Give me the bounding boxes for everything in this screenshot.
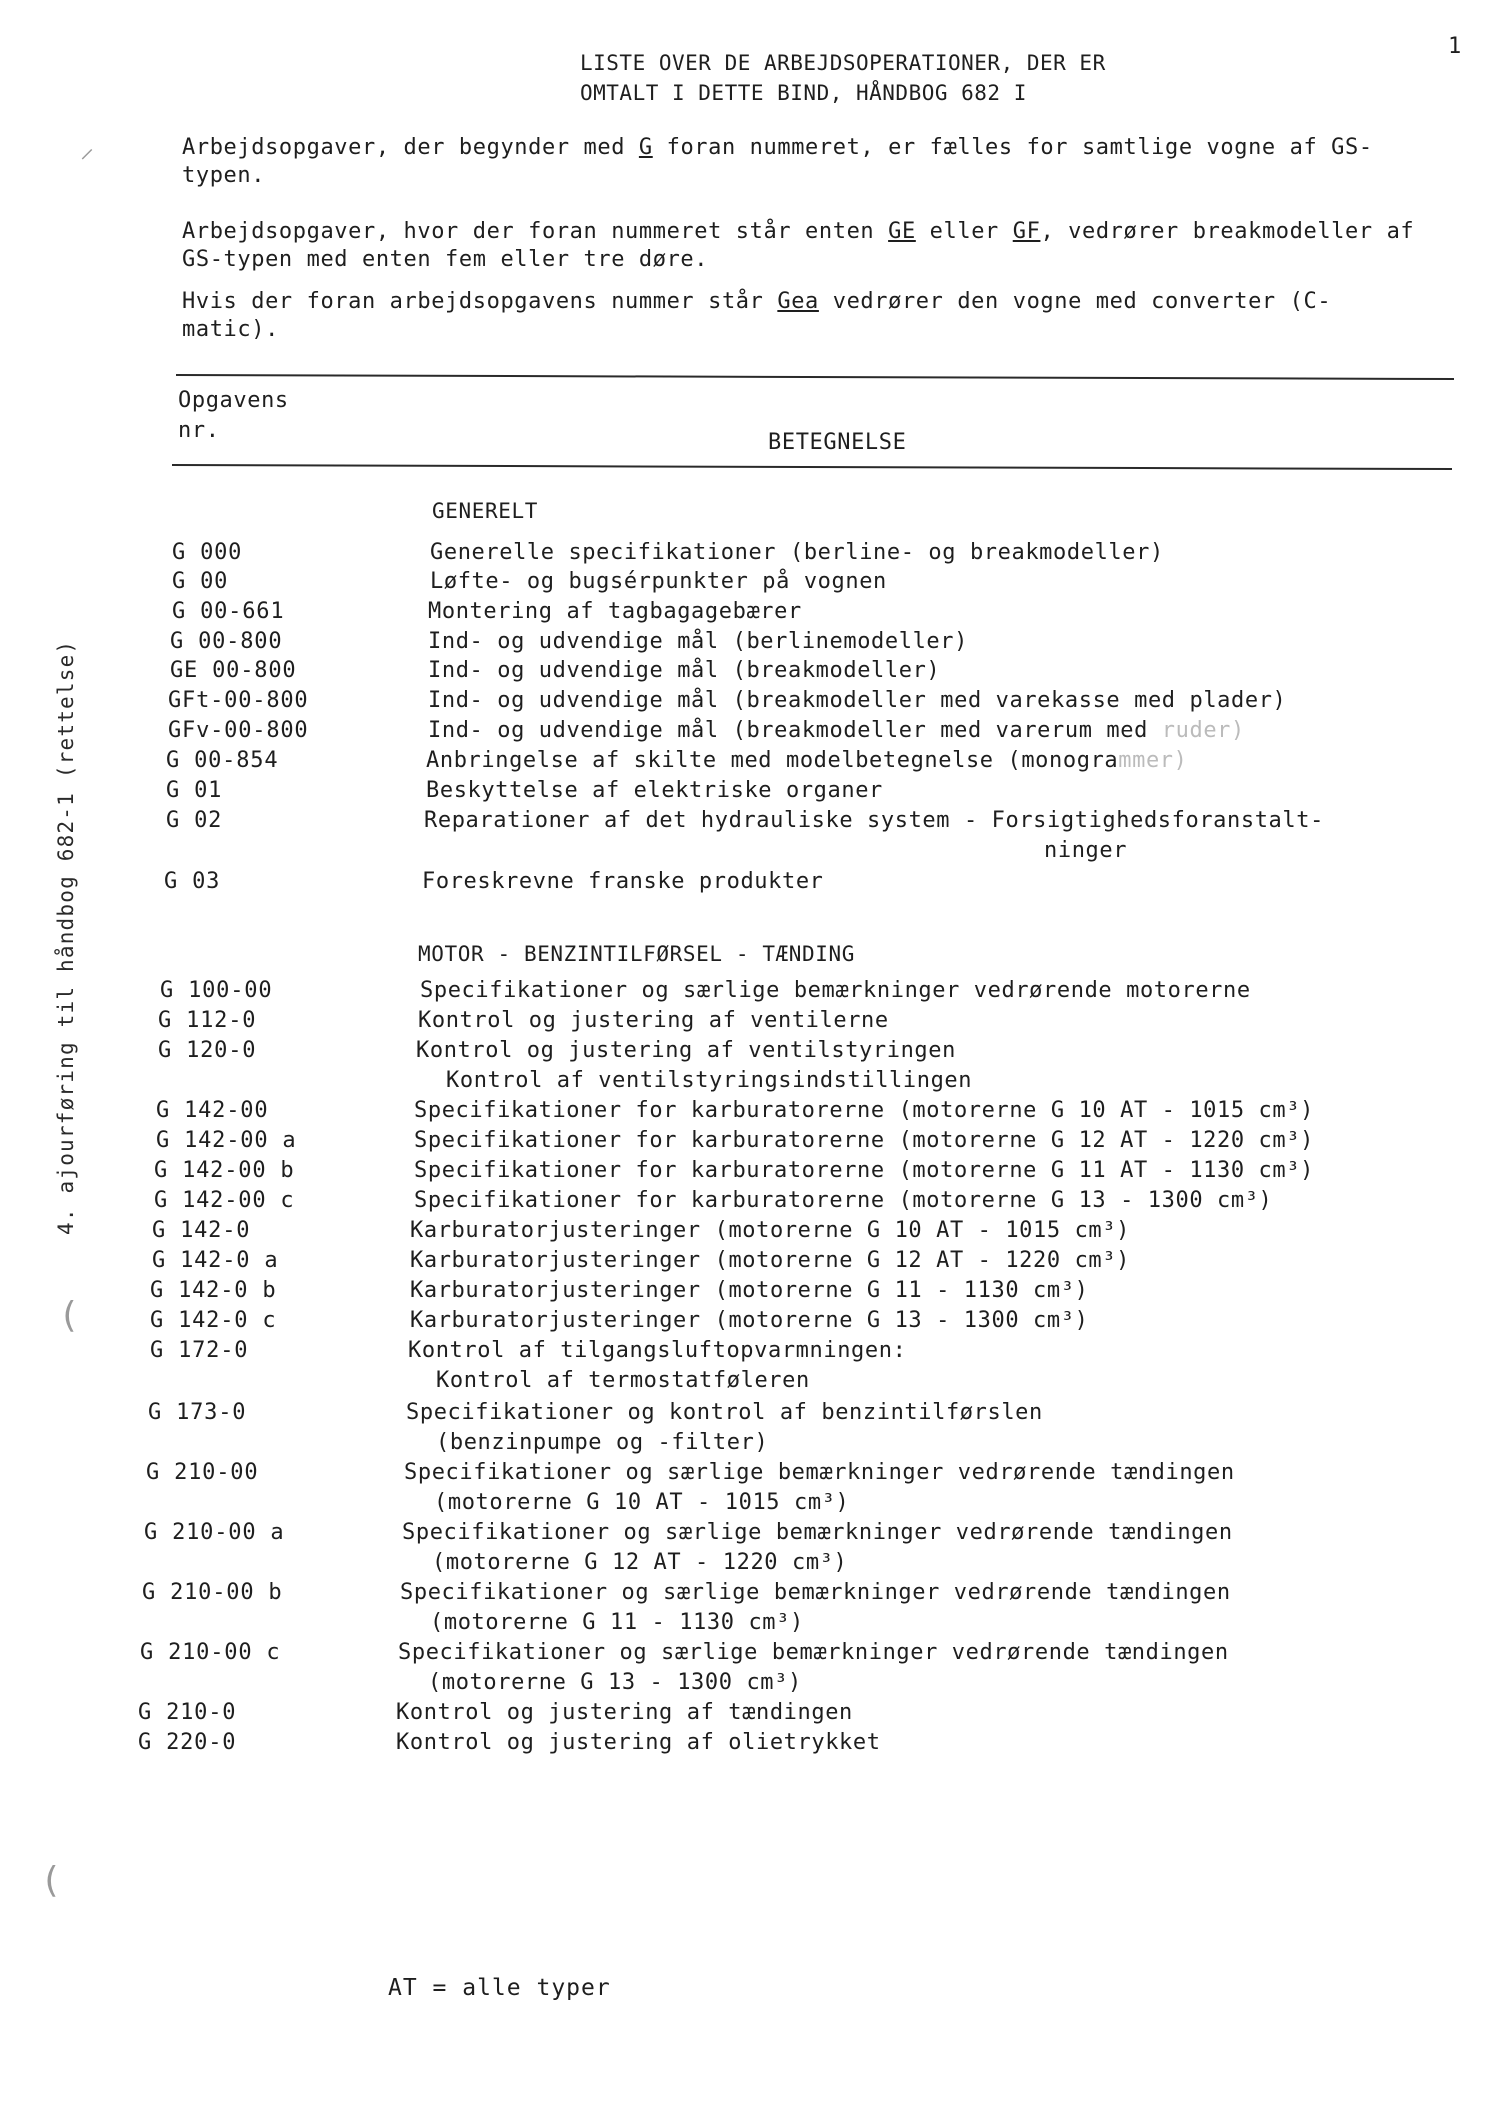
task-description-text: Kontrol af tilgangsluftopvarmningen: xyxy=(408,1338,907,1363)
task-code: G 142-00 b xyxy=(154,1158,295,1183)
intro-paragraph-2 xyxy=(182,218,1422,274)
task-code: G 142-0 b xyxy=(150,1278,277,1303)
task-description xyxy=(428,629,968,654)
task-description-text: Kontrol og justering af ventilerne xyxy=(418,1008,889,1033)
task-description xyxy=(422,869,824,894)
task-description-text: Ind- og udvendige mål (breakmodeller med varekasse med plader) xyxy=(428,688,1287,713)
task-description xyxy=(428,599,802,624)
margin-mark: ⸍ xyxy=(80,143,95,176)
task-description-text: Specifikationer og særlige bemærkninger vedrørende tændingen xyxy=(402,1520,1233,1545)
intro-text: Arbejdsopgaver, der begynder med xyxy=(182,135,639,160)
punch-hole-mark: ( xyxy=(58,1295,80,1336)
task-description-text: Specifikationer og særlige bemærkninger vedrørende tændingen xyxy=(400,1580,1231,1605)
task-code: G 173-0 xyxy=(148,1400,247,1425)
task-description-continuation: Kontrol af ventilstyringsindstillingen xyxy=(446,1068,973,1093)
task-code: G 142-00 c xyxy=(154,1188,295,1213)
task-description-text: Specifikationer for karburatorerne (motorerne G 11 AT - 1130 cm³) xyxy=(414,1158,1314,1183)
task-description-continuation: (motorerne G 10 AT - 1015 cm³) xyxy=(434,1490,850,1515)
code-prefix: GF xyxy=(1012,219,1041,244)
task-description xyxy=(428,658,940,683)
task-description xyxy=(406,1400,1043,1425)
task-description-text: Specifikationer og særlige bemærkninger vedrørende motorerne xyxy=(420,978,1251,1003)
task-description-text: Ind- og udvendige mål (breakmodeller med varerum med xyxy=(428,718,1148,743)
task-description-text: Specifikationer for karburatorerne (motorerne G 12 AT - 1220 cm³) xyxy=(414,1128,1314,1153)
task-description-faded-text: ruder) xyxy=(1147,718,1245,743)
code-prefix: G xyxy=(638,135,653,160)
task-code: G 02 xyxy=(166,808,223,833)
task-description-text: Karburatorjusteringer (motorerne G 11 - 1130 cm³) xyxy=(410,1278,1089,1303)
task-description xyxy=(430,569,887,594)
task-description-text: Specifikationer for karburatorerne (motorerne G 13 - 1300 cm³) xyxy=(414,1188,1273,1213)
task-code: G 00-854 xyxy=(166,748,279,773)
task-description-text: Specifikationer og særlige bemærkninger vedrørende tændingen xyxy=(404,1460,1235,1485)
document-title xyxy=(580,48,1106,108)
task-code: G 220-0 xyxy=(138,1730,237,1755)
code-prefix: Gea xyxy=(777,289,819,314)
task-code: GFt-00-800 xyxy=(168,688,309,713)
task-code: G 142-0 xyxy=(152,1218,251,1243)
column-header-description: BETEGNELSE xyxy=(768,430,907,455)
task-description xyxy=(426,778,883,803)
header-rule-top xyxy=(176,374,1454,380)
task-description xyxy=(428,718,1245,743)
task-description xyxy=(428,688,1286,713)
footnote: AT = alle typer xyxy=(388,1975,611,2001)
column-header-line: Opgavens xyxy=(178,388,289,413)
task-description xyxy=(420,978,1251,1003)
task-description-text: Specifikationer og kontrol af benzintilførslen xyxy=(406,1400,1043,1425)
task-description xyxy=(414,1158,1314,1183)
task-code: G 120-0 xyxy=(158,1038,257,1063)
intro-paragraph-3 xyxy=(182,288,1422,344)
task-code: GE 00-800 xyxy=(170,658,297,683)
task-description-faded-text: mmer) xyxy=(1118,748,1188,773)
task-description xyxy=(414,1188,1272,1213)
intro-paragraph-1 xyxy=(182,134,1422,190)
task-description-text: Anbringelse af skilte med modelbetegnelse (monogra xyxy=(426,748,1119,773)
task-description xyxy=(396,1730,881,1755)
task-description-text: Karburatorjusteringer (motorerne G 10 AT - 1015 cm³) xyxy=(410,1218,1130,1243)
task-description xyxy=(400,1580,1231,1605)
task-description xyxy=(410,1248,1130,1273)
side-note: 4. ajourføring til håndbog 682-1 (rettelse) xyxy=(54,639,78,1235)
task-description xyxy=(396,1700,853,1725)
column-header-number xyxy=(178,386,289,446)
task-description-text: Montering af tagbagagebærer xyxy=(428,599,802,624)
task-description-text: Kontrol og justering af tændingen xyxy=(396,1700,853,1725)
task-description xyxy=(404,1460,1235,1485)
task-description xyxy=(424,808,1324,833)
task-description-text: Ind- og udvendige mål (breakmodeller) xyxy=(428,658,941,683)
task-description-continuation: (motorerne G 12 AT - 1220 cm³) xyxy=(432,1550,848,1575)
task-description-text: Beskyttelse af elektriske organer xyxy=(426,778,883,803)
intro-text: vedrører den vogne med converter (C-matic). xyxy=(182,289,1332,342)
page-number: 1 xyxy=(1448,34,1462,59)
task-description-continuation: (motorerne G 11 - 1130 cm³) xyxy=(430,1610,804,1635)
task-description xyxy=(414,1128,1314,1153)
task-description-text: Reparationer af det hydrauliske system - Forsigtighedsforanstalt- xyxy=(424,808,1324,833)
intro-text: , vedrører breakmodeller af GS-typen med enten fem eller tre døre. xyxy=(182,219,1415,272)
section-heading-motor: MOTOR - BENZINTILFØRSEL - TÆNDING xyxy=(418,942,856,966)
task-description xyxy=(402,1520,1233,1545)
task-code: G 142-0 c xyxy=(150,1308,277,1333)
punch-hole-mark: ( xyxy=(40,1860,62,1901)
task-description-text: Ind- og udvendige mål (berlinemodeller) xyxy=(428,629,968,654)
intro-text: foran nummeret, er fælles for samtlige vogne af GS-typen. xyxy=(182,135,1373,188)
task-code: G 112-0 xyxy=(158,1008,257,1033)
task-description xyxy=(410,1218,1130,1243)
task-description-continuation: Kontrol af termostatføleren xyxy=(436,1368,810,1393)
intro-text: eller xyxy=(915,219,1013,244)
task-description-continuation: ninger xyxy=(1044,838,1128,863)
task-code: G 210-00 xyxy=(146,1460,259,1485)
task-code: G 142-00 xyxy=(156,1098,269,1123)
task-code: G 00-661 xyxy=(172,599,285,624)
title-line-2: OMTALT I DETTE BIND, HÅNDBOG 682 I xyxy=(580,81,1027,105)
code-prefix: GE xyxy=(888,219,916,244)
section-heading-generelt: GENERELT xyxy=(432,499,538,523)
task-description-text: Specifikationer for karburatorerne (motorerne G 10 AT - 1015 cm³) xyxy=(414,1098,1314,1123)
task-code: GFv-00-800 xyxy=(168,718,309,743)
task-description-text: Foreskrevne franske produkter xyxy=(422,869,824,894)
task-code: G 142-0 a xyxy=(152,1248,279,1273)
task-description xyxy=(398,1640,1229,1665)
task-code: G 142-00 a xyxy=(156,1128,297,1153)
title-line-1: LISTE OVER DE ARBEJDSOPERATIONER, DER ER xyxy=(580,51,1106,75)
task-description-text: Generelle specifikationer (berline- og breakmodeller) xyxy=(430,540,1164,565)
task-description xyxy=(426,748,1188,773)
task-code: G 01 xyxy=(166,778,223,803)
task-code: G 00 xyxy=(172,569,229,594)
task-code: G 172-0 xyxy=(150,1338,249,1363)
task-code: G 210-00 a xyxy=(144,1520,285,1545)
task-description-text: Kontrol og justering af olietrykket xyxy=(396,1730,881,1755)
task-code: G 03 xyxy=(164,869,221,894)
task-description xyxy=(408,1338,906,1363)
task-code: G 210-0 xyxy=(138,1700,237,1725)
column-header-line: nr. xyxy=(178,418,220,443)
task-description xyxy=(410,1308,1088,1333)
header-rule-bottom xyxy=(172,464,1452,470)
task-description-text: Karburatorjusteringer (motorerne G 13 - 1300 cm³) xyxy=(410,1308,1089,1333)
task-description xyxy=(418,1008,889,1033)
task-code: G 000 xyxy=(172,540,243,565)
task-description-continuation: (motorerne G 13 - 1300 cm³) xyxy=(428,1670,802,1695)
task-description xyxy=(410,1278,1088,1303)
task-code: G 100-00 xyxy=(160,978,273,1003)
task-code: G 210-00 c xyxy=(140,1640,281,1665)
task-description-continuation: (benzinpumpe og -filter) xyxy=(436,1430,769,1455)
task-description xyxy=(414,1098,1314,1123)
task-code: G 210-00 b xyxy=(142,1580,283,1605)
task-description-text: Karburatorjusteringer (motorerne G 12 AT - 1220 cm³) xyxy=(410,1248,1130,1273)
task-description xyxy=(430,540,1164,565)
intro-text: Hvis der foran arbejdsopgavens nummer står xyxy=(182,289,778,314)
task-description-text: Specifikationer og særlige bemærkninger vedrørende tændingen xyxy=(398,1640,1229,1665)
task-code: G 00-800 xyxy=(170,629,283,654)
intro-text: Arbejdsopgaver, hvor der foran nummeret står enten xyxy=(182,219,889,244)
task-description-text: Kontrol og justering af ventilstyringen xyxy=(416,1038,956,1063)
task-description-text: Løfte- og bugsérpunkter på vognen xyxy=(430,569,887,594)
task-description xyxy=(416,1038,956,1063)
